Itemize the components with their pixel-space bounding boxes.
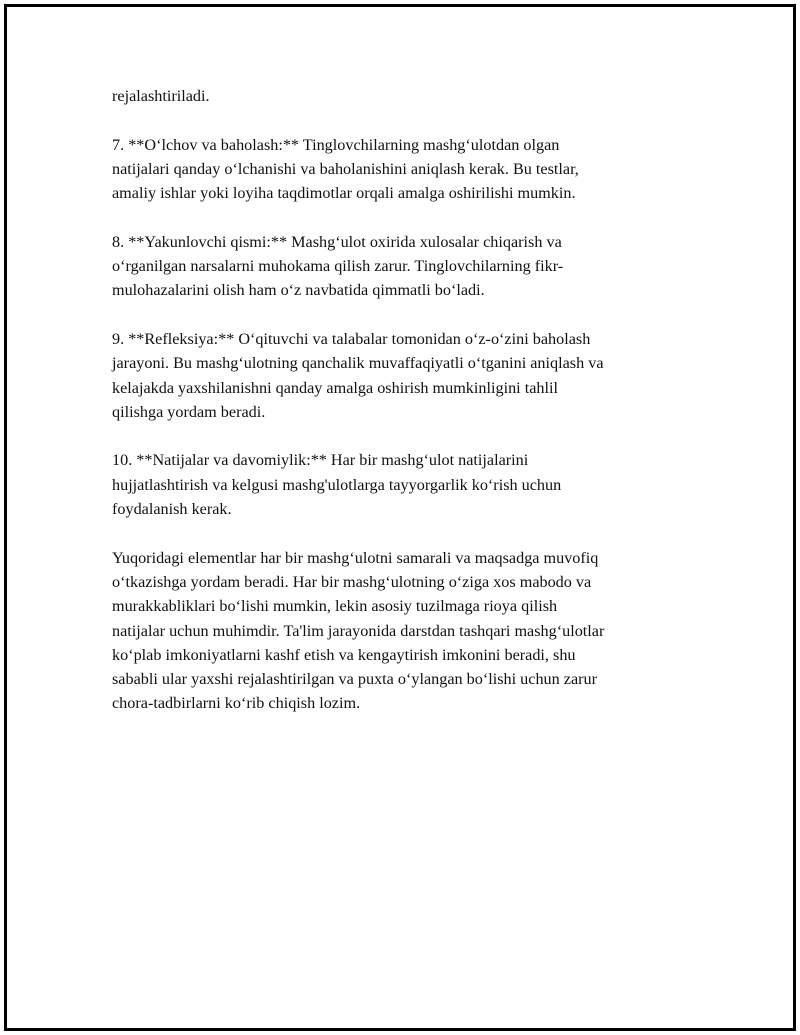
paragraph-item-9: 9. **Refleksiya:** O‘qituvchi va talabalar tomonidan o‘z-o‘zini baholash jarayoni. Bu mashg‘ulotning qanchalik muvaffaqiyatli o‘tganini aniqlash va kelajakda yaxshilanishni qanday amalga oshirish mumkinligini tahlil qilishga yordam beradi. — [112, 329, 604, 421]
paragraph-item-10: 10. **Natijalar va davomiylik:** Har bir mashg‘ulot natijalarini hujjatlashtirish va kelgusi mashg'ulotlarga tayyorgarlik ko‘rish uchun foydalanish kerak. — [112, 451, 562, 519]
paragraph-continuation: rejalashtiriladi. — [112, 87, 210, 105]
document-body — [112, 84, 702, 740]
paragraph-item-7: 7. **O‘lchov va baholash:** Tinglovchilarning mashg‘ulotdan olgan natijalari qanday o‘lchanishi va baholanishini aniqlash kerak. Bu testlar, amaliy ishlar yoki loyiha taqdimotlar orqali amalga oshirilishi mumkin. — [112, 135, 579, 203]
paragraph-conclusion: Yuqoridagi elementlar har bir mashg‘ulotni samarali va maqsadga muvofiq o‘tkazishga yordam beradi. Har bir mashg‘ulotning o‘ziga xos mabodo va murakkabliklari bo‘lishi mumkin, lekin asosiy tuzilmaga rioya qilish natijalar uchun muhimdir. Ta'lim jarayonida darstdan tashqari mashg‘ulotlar ko‘plab imkoniyatlarni kashf etish va kengaytirish imkonini beradi, shu sababli ular yaxshi rejalashtirilgan va puxta o‘ylangan bo‘lishi uchun zarur chora-tadbirlarni ko‘rib chiqish lozim. — [112, 548, 605, 713]
paragraph-item-8: 8. **Yakunlovchi qismi:** Mashg‘ulot oxirida xulosalar chiqarish va o‘rganilgan narsalarni muhokama qilish zarur. Tinglovchilarning fikr- mulohazalarini olish ham o‘z navbatida qimmatli bo‘ladi. — [112, 232, 564, 300]
